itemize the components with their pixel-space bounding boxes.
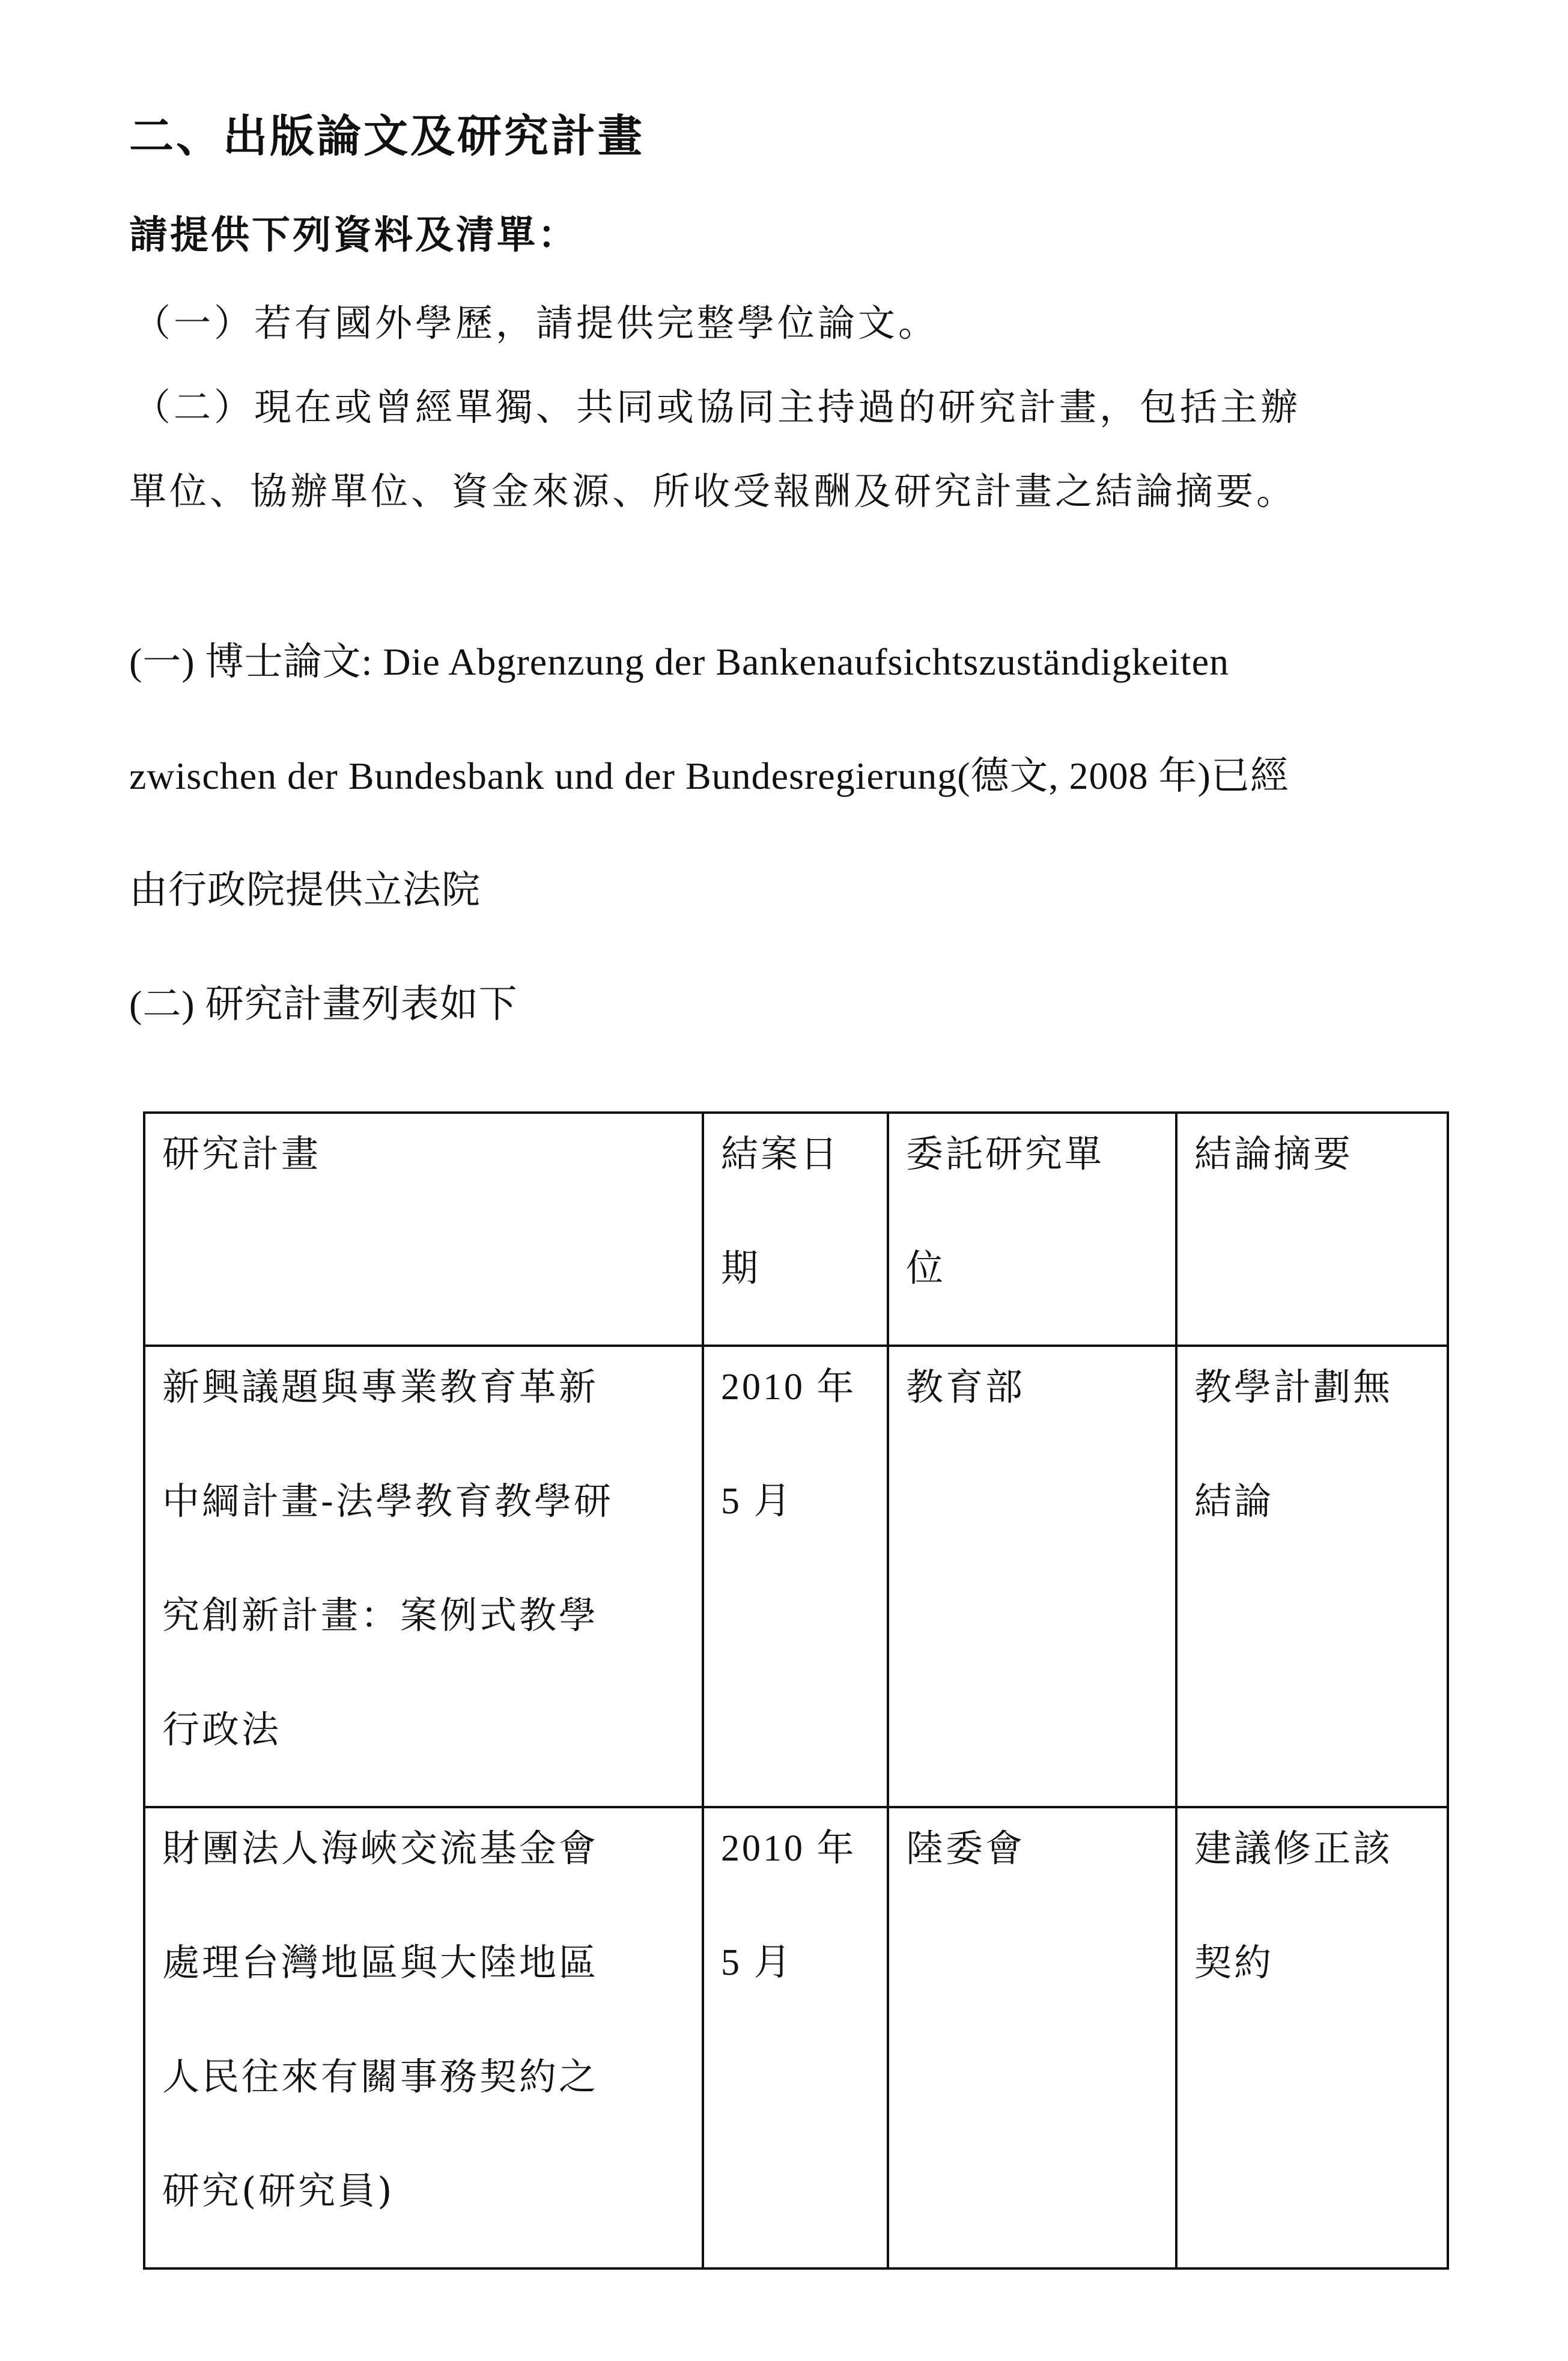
project-cell: 財團法人海峽交流基金會 處理台灣地區與大陸地區 人民往來有關事務契約之 研究(研究員) [144,1807,703,2268]
project-cell: 新興議題與專業教育革新 中綱計畫-法學教育教學研 究創新計畫：案例式教學 行政法 [144,1346,703,1807]
item-foreign-degree: （一）若有國外學歷，請提供完整學位論文。 [133,301,939,345]
table-header-row [144,1113,1448,1346]
table-row [144,1346,1448,1807]
end-date-cell: 2010 年 5 月 [703,1346,888,1807]
header-commissioner: 委託研究單 位 [888,1113,1176,1346]
end-date-cell: 2010 年 5 月 [703,1807,888,2268]
table-row [144,1807,1448,2268]
dissertation-line-3: 由行政院提供立法院 [129,869,481,911]
item-research-projects-line2: 單位、協辦單位、資金來源、所收受報酬及研究計畫之結論摘要。 [129,469,1297,513]
dissertation-line-1: (一) 博士論文: Die Abgrenzung der Bankenaufsichtszuständigkeiten [129,640,1229,683]
item-research-projects-line1: （二）現在或曾經單獨、共同或協同主持過的研究計畫，包括主辦 [133,385,1301,429]
header-project: 研究計畫 [144,1113,703,1346]
conclusion-cell: 建議修正該 契約 [1176,1807,1448,2268]
research-projects-table [143,1111,1449,2270]
section-title: 二、出版論文及研究計畫 [129,111,645,162]
request-heading: 請提供下列資料及清單： [129,213,579,258]
conclusion-cell: 教學計劃無 結論 [1176,1346,1448,1807]
projects-intro: (二) 研究計畫列表如下 [129,983,518,1026]
commissioner-cell: 教育部 [888,1346,1176,1807]
header-end-date: 結案日 期 [703,1113,888,1346]
commissioner-cell: 陸委會 [888,1807,1176,2268]
header-conclusion: 結論摘要 [1176,1113,1448,1346]
dissertation-line-2: zwischen der Bundesbank und der Bundesregierung(德文, 2008 年)已經 [129,755,1289,797]
